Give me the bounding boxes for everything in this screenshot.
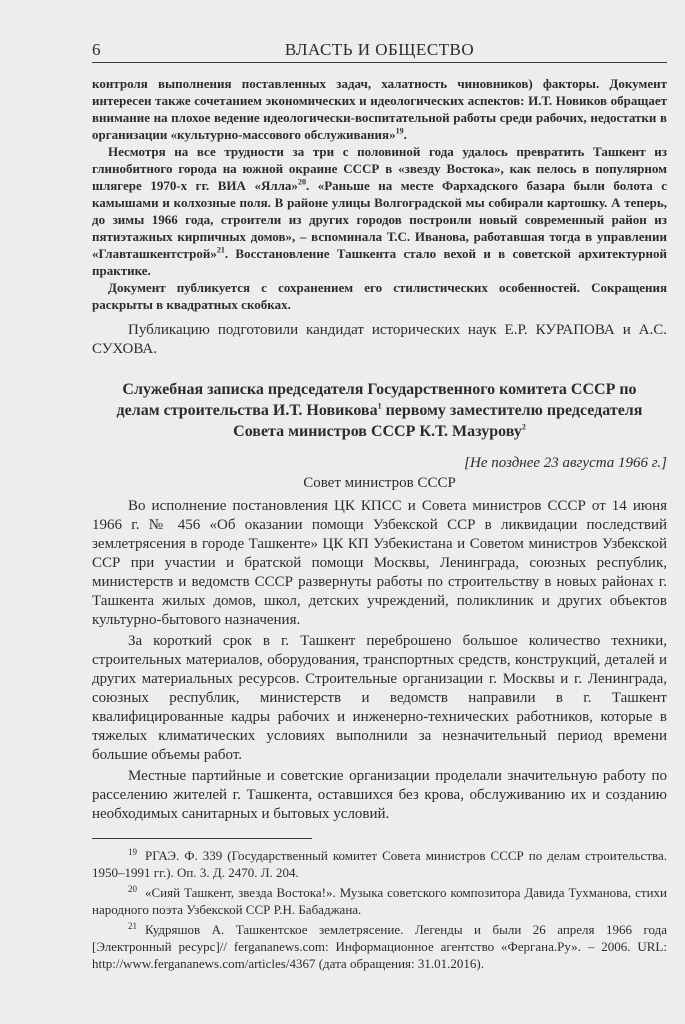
footnote-ref: 20 — [297, 177, 306, 187]
footnote-ref: 2 — [521, 422, 526, 432]
intro-text: . Восстановление Ташкента стало вехой и в советской архитектурной практике. — [92, 246, 667, 278]
footnotes — [92, 847, 667, 972]
footnote-text: «Сияй Ташкент, звезда Востока!». Музыка советского композитора Давида Тухманова, стихи народного поэта Узбекской ССР Р.Н. Бабаджана. — [92, 885, 667, 917]
footnote — [92, 921, 667, 972]
intro-paragraph — [92, 143, 667, 279]
intro-text: . — [403, 127, 407, 142]
footnote-ref: 19 — [395, 126, 404, 136]
footnote — [92, 847, 667, 881]
intro-text: контроля выполнения поставленных задач, халатность чиновников) факторы. Документ интересен также сочетанием экономических и идеологических аспектов: И.Т. Новиков обращает внимание на плохое ведение идеологически-воспитательной работы среди рабочих, недостатки в организации «культурно-массового обслуживания» — [92, 76, 667, 142]
page-header — [92, 40, 667, 63]
document-body — [92, 497, 667, 824]
footnote-number: 21 — [128, 920, 137, 931]
page-number: 6 — [92, 40, 101, 59]
footnote-text: РГАЭ. Ф. 339 (Государственный комитет Совета министров СССР по делам строительства. 1950–1991 гг.). Оп. 3. Д. 2470. Л. 204. — [92, 848, 667, 880]
book-page — [92, 40, 667, 975]
body-paragraph: Местные партийные и советские организации проделали значительную работу по расселению жителей г. Ташкента, оставшихся без крова, обслуживанию их и созданию необходимых санитарных и бытовых условий. — [92, 768, 667, 822]
document-date: [Не позднее 23 августа 1966 г.] — [464, 455, 667, 471]
body-paragraph: Во исполнение постановления ЦК КПСС и Совета министров СССР от 14 июня 1966 г. № 456 «Об оказании помощи Узбекской ССР в ликвидации последствий землетрясения в городе Ташкенте» ЦК КП Узбекистана и Советом министров Узбекской ССР при участии и братской помощи Москвы, Ленинграда, союзных республик, министерств и ведомств СССР развернуты работы по строительству в новых районах г. Ташкента жилых домов, школ, детских учреждений, поликлиник и других объектов культурно-бытового назначения. — [92, 498, 667, 628]
footnote-ref: 21 — [216, 245, 225, 255]
running-title: ВЛАСТЬ И ОБЩЕСТВО — [284, 40, 475, 59]
intro-paragraph: Документ публикуется с сохранением его стилистических особенностей. Сокращения раскрыты в квадратных скобках. — [92, 280, 667, 312]
intro-text: . «Раньше на месте Фархадского базара были болота с камышами и колхозные поля. В районе улицы Волгоградской мы собирали картошку. А теперь, до зимы 1966 года, строители из других городов построили новый современный район из пятиэтажных кирпичных домов», – вспоминала Т.С. Иванова, работавшая тогда в управлении «Главташкентстрой» — [92, 178, 668, 261]
intro-text: Несмотря на все трудности за три с половиной года удалось превратить Ташкент из глинобитного города на южной окраине СССР в «звезду Востока», как пелось в популярном шлягере 1970-х гг. ВИА «Ялла» — [92, 144, 667, 193]
title-text: первому заместителю председателя Совета министров СССР К.Т. Мазурову — [233, 402, 643, 440]
footnote-number: 19 — [128, 846, 137, 857]
footnote-text: Кудряшов А. Ташкентское землетрясение. Легенды и были 26 апреля 1966 года [Электронный ресурс]// fergananews.com: Информационное агентство «Фергана.Ру». – 2006. URL: http://www.fergananews.com/articles/4367 (дата обращения: 31.01.2016). — [92, 922, 667, 971]
document-title — [92, 379, 667, 442]
footnote-number: 20 — [128, 883, 137, 894]
footnote — [92, 884, 667, 918]
intro-paragraph — [92, 75, 667, 143]
footnote-divider — [92, 838, 312, 839]
document-addressee: Совет министров СССР — [303, 475, 456, 491]
publication-credit: Публикацию подготовили кандидат исторических наук Е.Р. КУРАПОВА и А.С. СУХОВА. — [92, 322, 667, 357]
title-text: Служебная записка председателя Государственного комитета СССР по делам строительства И.Т. Новикова — [116, 381, 637, 419]
body-paragraph: За короткий срок в г. Ташкент переброшено большое количество техники, строительных материалов, оборудования, транспортных средств, конструкций, деталей и других материальных ресурсов. Строительные организации г. Москвы и г. Ленинграда, союзных республик, министерств и ведомств направили в г. Ташкент квалифицированные кадры рабочих и инженерно-технических работников, которые в тяжелых климатических условиях выполнили за незначительный период времени большие объемы работ. — [92, 633, 667, 763]
introduction-text — [92, 75, 667, 313]
footnote-ref: 1 — [377, 401, 382, 411]
